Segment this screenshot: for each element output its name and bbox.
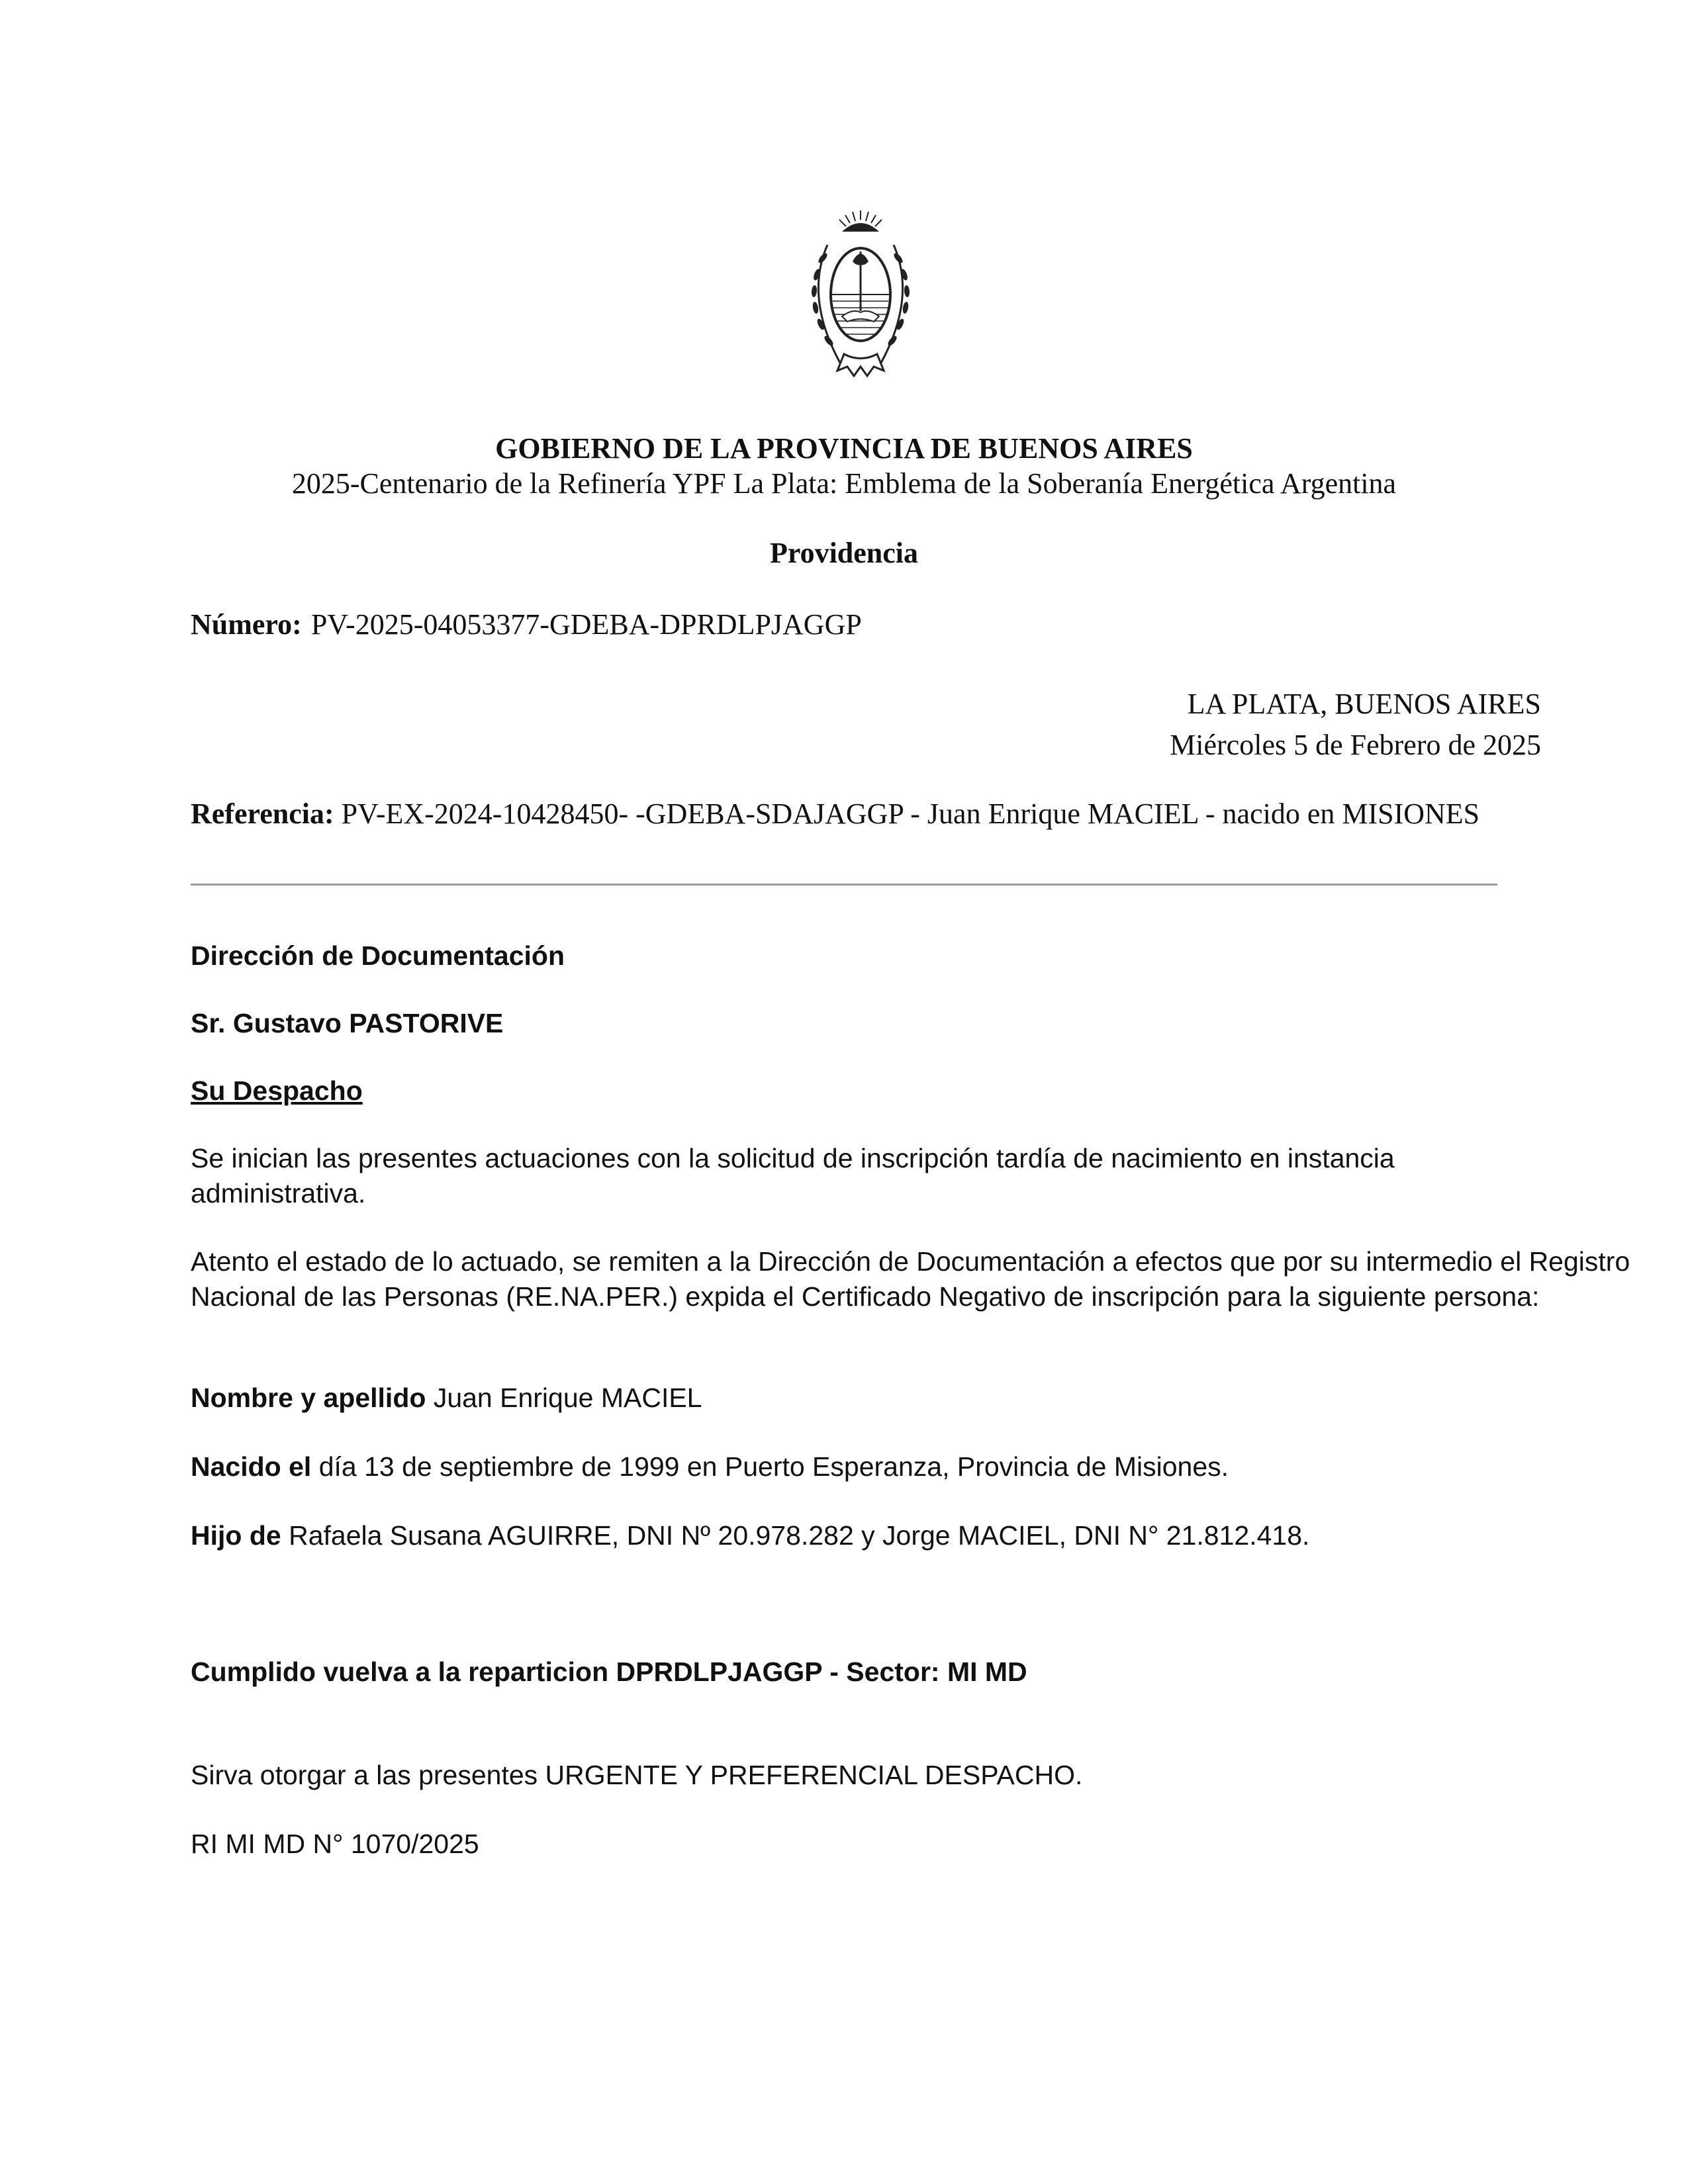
body-paragraph-2: Atento el estado de lo actuado, se remiten a la Dirección de Documentación a efectos que por su intermedio el Registro Nacional de las Personas (RE.NA.PER.) expida el Certificado Negativo de inscripción para la siguiente persona: — [191, 1246, 1630, 1312]
document-type: Providencia — [769, 537, 919, 569]
addressee-person: Sr. Gustavo PASTORIVE — [191, 1008, 504, 1038]
addressee-closing: Su Despacho — [191, 1075, 363, 1106]
field-born-value: día 13 de septiembre de 1999 en Puerto Esperanza, Provincia de Misiones. — [318, 1451, 1229, 1482]
field-child-of — [191, 1518, 1309, 1553]
reference-label: Referencia: — [191, 797, 334, 830]
urgent-request: Sirva otorgar a las presentes URGENTE Y PREFERENCIAL DESPACHO. — [191, 1760, 1083, 1790]
addressee-office: Dirección de Documentación — [191, 940, 565, 971]
field-name-label: Nombre y apellido — [191, 1383, 426, 1413]
body-paragraph-1: Se inician las presentes actuaciones con la solicitud de inscripción tardía de nacimiento en instancia administrativa. — [191, 1143, 1395, 1208]
field-name — [191, 1381, 702, 1416]
field-born — [191, 1449, 1229, 1484]
reference — [191, 797, 1488, 831]
document-number-label: Número: — [191, 608, 302, 641]
internal-reference-code: RI MI MD N° 1070/2025 — [191, 1829, 479, 1859]
date: Miércoles 5 de Febrero de 2025 — [1170, 729, 1541, 761]
reference-value: PV-EX-2024-10428450- -GDEBA-SDAJAGGP - Juan Enrique MACIEL - nacido en MISIONES — [341, 797, 1480, 830]
return-instruction: Cumplido vuelva a la reparticion DPRDLPJAGGP - Sector: MI MD — [191, 1657, 1027, 1687]
document-number — [191, 608, 862, 641]
field-child-value: Rafaela Susana AGUIRRE, DNI Nº 20.978.282 y Jorge MACIEL, DNI N° 21.812.418. — [289, 1520, 1310, 1551]
argentina-coat-of-arms-icon — [801, 205, 920, 384]
government-motto: 2025-Centenario de la Refinería YPF La Plata: Emblema de la Soberanía Energética Argentina — [291, 467, 1397, 500]
document-number-value: PV-2025-04053377-GDEBA-DPRDLPJAGGP — [310, 608, 862, 641]
place: LA PLATA, BUENOS AIRES — [1187, 688, 1541, 720]
field-name-value: Juan Enrique MACIEL — [433, 1383, 702, 1413]
header-divider — [191, 884, 1497, 886]
field-child-label: Hijo de — [191, 1520, 281, 1551]
government-name: GOBIERNO DE LA PROVINCIA DE BUENOS AIRES — [495, 432, 1193, 465]
field-born-label: Nacido el — [191, 1451, 312, 1482]
